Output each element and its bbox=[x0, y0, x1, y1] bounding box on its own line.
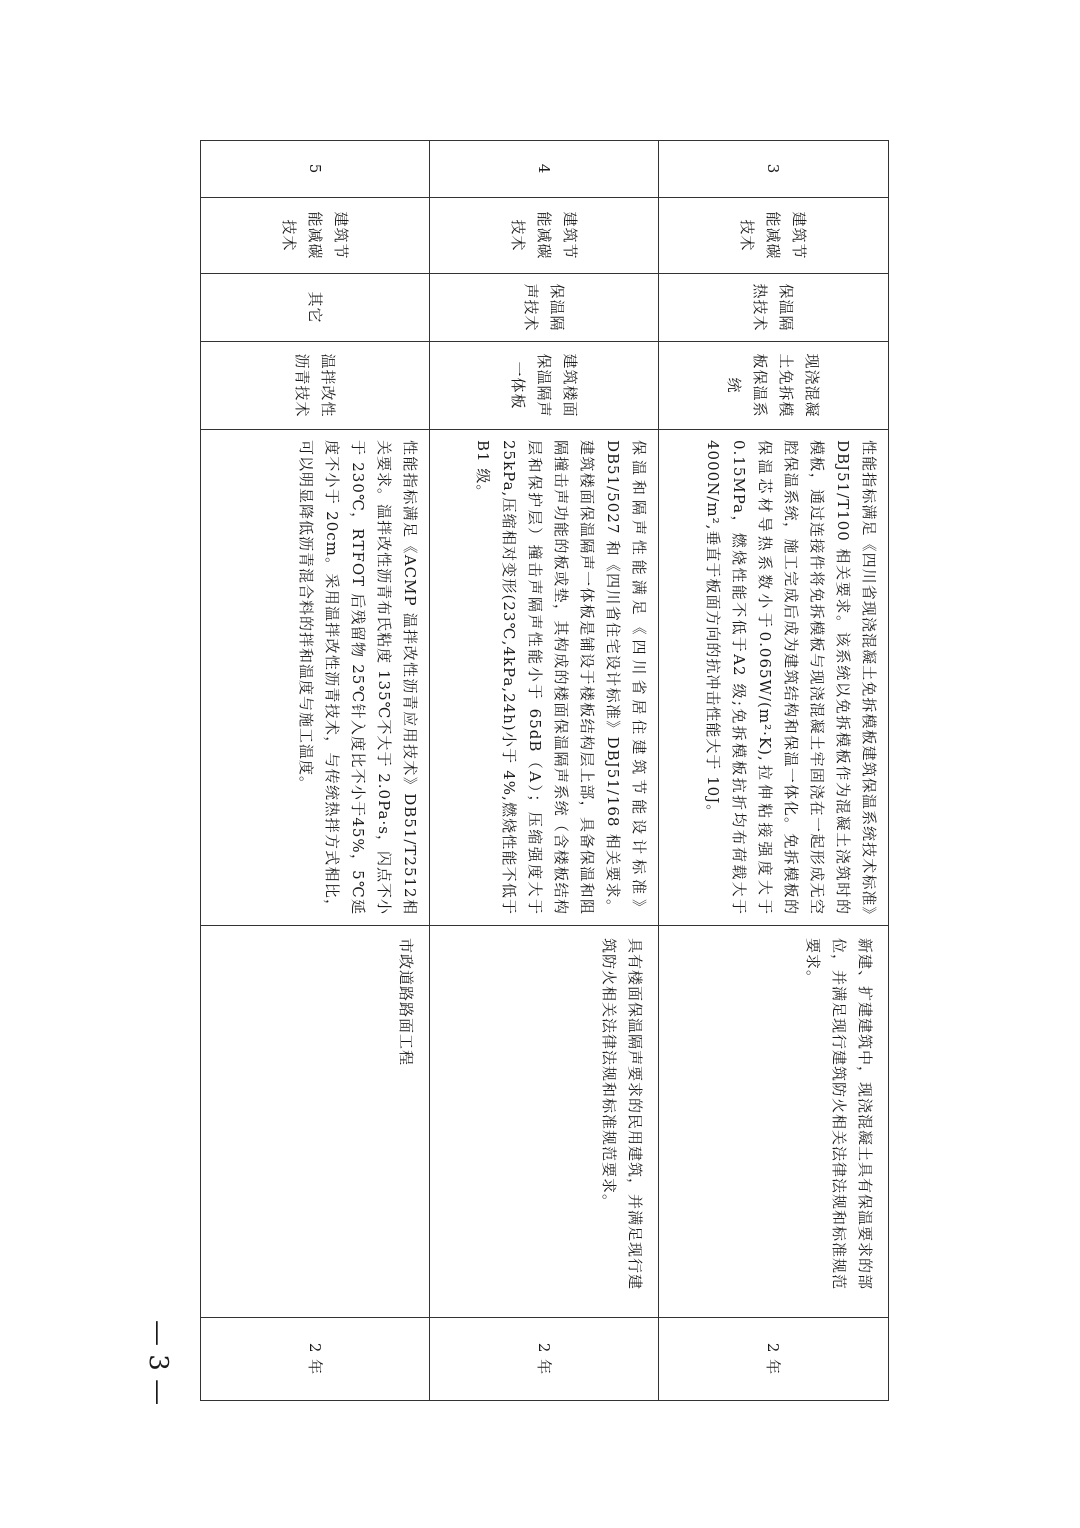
tech-name-cell: 现浇混凝土免拆模板保温系统 bbox=[659, 342, 889, 430]
row-number: 3 bbox=[659, 141, 889, 198]
scope-cell: 市政道路路面工程 bbox=[201, 926, 430, 1318]
description-cell: 保温和隔声性能满足《四川省居住建筑节能设计标准》DB51/5027 和《四川省住宅设计标准》DBJ51/168 相关要求。建筑楼面保温隔声一体板是铺设于楼板结构层上部，具备保温和阻隔撞击声功能的板或垫，其构成的楼面保温隔声系统（含楼板结构层和保护层）撞击声隔声性能小于 65dB（A）；压缩强度大于 25kPa,压缩相对变形(23℃,4kPa,24h)小于 4%,燃烧性能不低于 B1 级。 bbox=[430, 430, 659, 926]
tech-name-cell: 温拌改性沥青技术 bbox=[201, 342, 430, 430]
page-number: — 3 — bbox=[143, 1320, 173, 1406]
period-cell: 2 年 bbox=[201, 1318, 430, 1401]
scope-cell: 具有楼面保温隔声要求的民用建筑，并满足现行建筑防火相关法律法规和标准规范要求。 bbox=[430, 926, 659, 1318]
row-number: 5 bbox=[201, 141, 430, 198]
table-row bbox=[659, 141, 889, 1401]
category-cell: 建筑节能减碳技术 bbox=[201, 198, 430, 274]
description-cell: 性能指标满足《ACMP 温拌改性沥青应用技术》DB51/T2512相关要求。温拌改性沥青布氏粘度 135℃不大于 2.0Pa·s，闪点不小于 230℃，RTFOT 后残留物 25℃针入度比不小于45%，5℃延度不小于 20cm。采用温拌改性沥青技术，与传统热拌方式相比，可以明显降低沥青混合料的拌和温度与施工温度。 bbox=[201, 430, 430, 926]
category-cell: 建筑节能减碳技术 bbox=[430, 198, 659, 274]
rotated-page bbox=[201, 140, 889, 1400]
scope-cell: 新建、扩建建筑中，现浇混凝土具有保温要求的部位，并满足现行建筑防火相关法律法规和标准规范要求。 bbox=[659, 926, 889, 1318]
subcategory-cell: 其它 bbox=[201, 274, 430, 342]
subcategory-cell: 保温隔声技术 bbox=[430, 274, 659, 342]
category-cell: 建筑节能减碳技术 bbox=[659, 198, 889, 274]
period-cell: 2 年 bbox=[430, 1318, 659, 1401]
subcategory-cell: 保温隔热技术 bbox=[659, 274, 889, 342]
table-row bbox=[201, 141, 430, 1401]
table-row bbox=[430, 141, 659, 1401]
period-cell: 2 年 bbox=[659, 1318, 889, 1401]
row-number: 4 bbox=[430, 141, 659, 198]
description-cell: 性能指标满足《四川省现浇混凝土免拆模板建筑保温系统技术标准》DBJ51/T100 相关要求。该系统以免拆模板作为混凝土浇筑时的模板，通过连接件将免拆模板与现浇混凝土牢固浇在一起形成无空腔保温系统，施工完成后成为建筑结构和保温一体化。免拆模板的保温芯材导热系数小于0.065W/(m²·K),拉伸粘接强度大于 0.15MPa，燃烧性能不低于A2 级;免拆模板抗折均布荷载大于 4000N/m²,垂直于板面方向的抗冲击性能大于 10J。 bbox=[659, 430, 889, 926]
tech-name-cell: 建筑楼面保温隔声一体板 bbox=[430, 342, 659, 430]
technology-table bbox=[200, 140, 889, 1401]
